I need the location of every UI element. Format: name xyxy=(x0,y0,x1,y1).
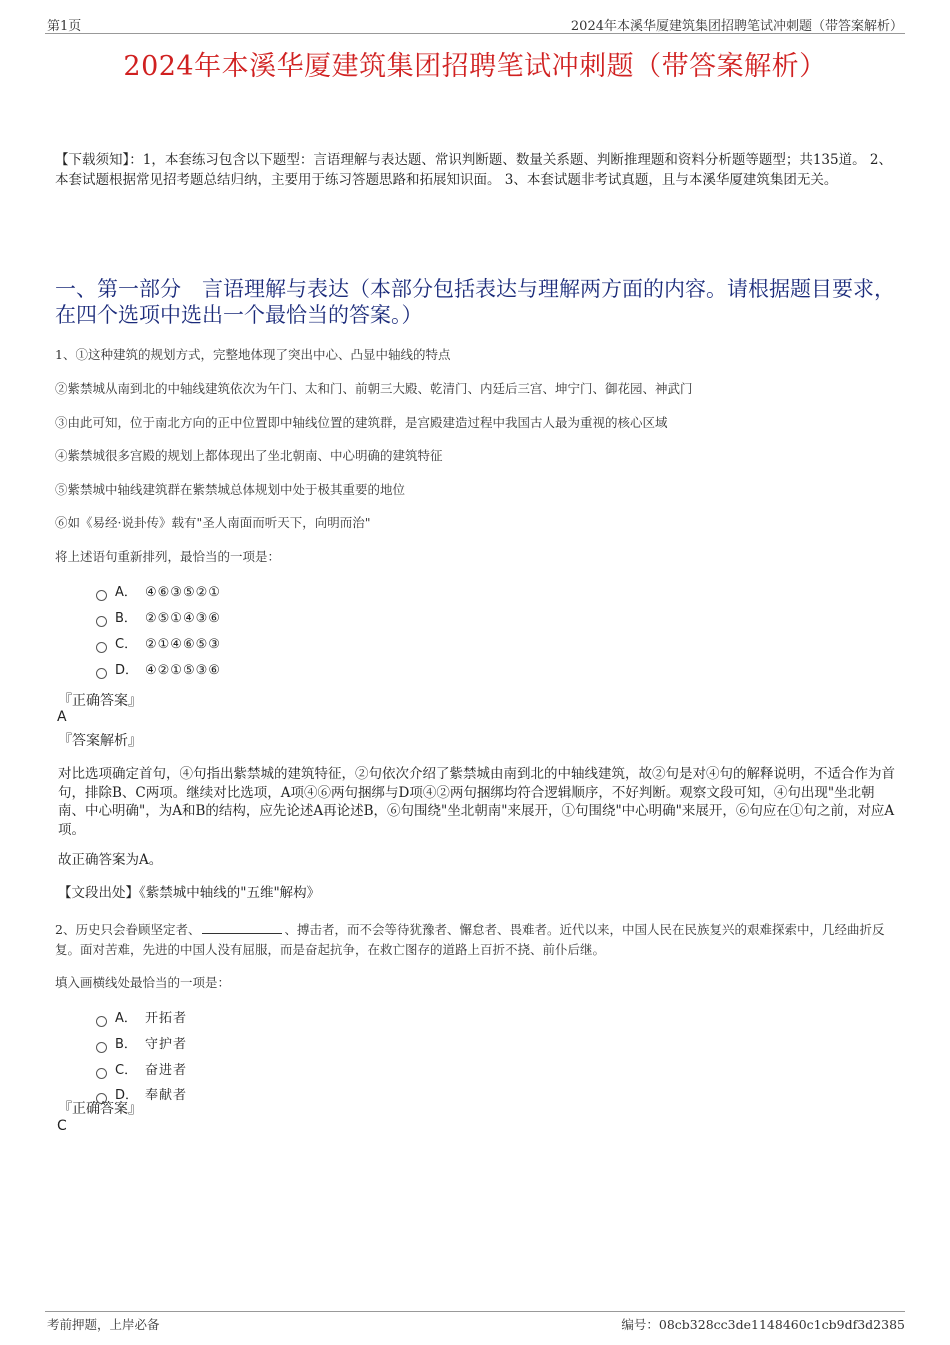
option-letter: D． xyxy=(115,663,139,678)
q1-line-6: ⑥如《易经·说卦传》载有"圣人南面而听天下，向明而治" xyxy=(55,515,371,530)
fill-blank xyxy=(202,921,282,934)
q1-answer: A xyxy=(57,709,67,725)
page-title: 2024年本溪华厦建筑集团招聘笔试冲刺题（带答案解析） xyxy=(123,51,827,82)
option-text: ②①④⑥⑤③ xyxy=(145,637,221,652)
option-letter: C． xyxy=(115,1063,138,1078)
footer-slogan: 考前押题，上岸必备 xyxy=(47,1317,160,1332)
q1-option-d[interactable] xyxy=(96,662,221,680)
download-notice: 【下载须知】：1，本套练习包含以下题型：言语理解与表达题、常识判断题、数量关系题、判断推理题和资料分析题等题型；共135道。 2、本套试题根据常见招考题总结归纳，主要用于练习答题思路和拓展知识面。 3、本套试题非考试真题，且与本溪华厦建筑集团无关。 xyxy=(55,152,892,188)
radio-icon[interactable] xyxy=(96,1016,107,1027)
radio-icon[interactable] xyxy=(96,642,107,653)
option-letter: B． xyxy=(115,611,137,626)
q1-option-a[interactable] xyxy=(96,584,221,602)
q1-answer-label: 『正确答案』 xyxy=(58,693,142,709)
header-divider xyxy=(45,33,905,34)
q1-option-c[interactable] xyxy=(96,636,221,654)
q1-analysis-label: 『答案解析』 xyxy=(58,733,142,749)
q2-answer-label: 『正确答案』 xyxy=(58,1101,142,1117)
q1-analysis: 对比选项确定首句，④句指出紫禁城的建筑特征，②句依次介绍了紫禁城由南到北的中轴线建筑，故②句是对④句的解释说明，不适合作为首句，排除B、C两项。继续对比选项，A项④⑥两句捆绑与D项④②两句捆绑均符合逻辑顺序，不好判断。观察文段可知，④句出现"坐北朝南、中心明确"，为A和B的结构，应先论述A再论述B，⑥句围绕"坐北朝南"来展开，①句围绕"中心明确"来展开，⑥句应在①句之前，对应A项。 xyxy=(58,766,895,838)
option-letter: B． xyxy=(115,1037,137,1052)
radio-icon[interactable] xyxy=(96,1042,107,1053)
radio-icon[interactable] xyxy=(96,1068,107,1079)
q1-line-5: ⑤紫禁城中轴线建筑群在紫禁城总体规划中处于极其重要的地位 xyxy=(55,482,406,497)
option-letter: C． xyxy=(115,637,138,652)
option-letter: D． xyxy=(115,1088,139,1103)
q2-stem xyxy=(55,920,900,960)
option-text: 奋进者 xyxy=(145,1063,188,1078)
q2-prompt: 填入画横线处最恰当的一项是： xyxy=(55,975,231,990)
option-text: 奉献者 xyxy=(145,1088,188,1103)
q2-option-b[interactable] xyxy=(96,1036,187,1054)
footer-divider xyxy=(45,1311,905,1312)
section-heading: 一、第一部分 言语理解与表达（本部分包括表达与理解两方面的内容。请根据题目要求，在四个选项中选出一个最恰当的答案。） xyxy=(55,277,895,327)
q1-source: 【文段出处】《紫禁城中轴线的"五维"解构》 xyxy=(58,885,321,901)
q1-line-2: ②紫禁城从南到北的中轴线建筑依次为午门、太和门、前朝三大殿、乾清门、内廷后三宫、坤宁门、御花园、神武门 xyxy=(55,381,693,396)
header-doc-title: 2024年本溪华厦建筑集团招聘笔试冲刺题（带答案解析） xyxy=(570,19,903,34)
q1-option-b[interactable] xyxy=(96,610,221,628)
q1-line-1: 1、①这种建筑的规划方式，完整地体现了突出中心、凸显中轴线的特点 xyxy=(55,347,451,362)
q1-line-3: ③由此可知，位于南北方向的正中位置即中轴线位置的建筑群，是宫殿建造过程中我国古人最为重视的核心区域 xyxy=(55,415,668,430)
q1-line-4: ④紫禁城很多宫殿的规划上都体现出了坐北朝南、中心明确的建筑特征 xyxy=(55,448,443,463)
option-text: ④⑥③⑤②① xyxy=(145,585,221,600)
radio-icon[interactable] xyxy=(96,590,107,601)
q1-conclusion: 故正确答案为A。 xyxy=(58,852,163,868)
q2-stem-part-1: 2、历史只会眷顾坚定者、 xyxy=(55,922,201,937)
header-page-number: 第1页 xyxy=(47,19,82,34)
option-letter: A． xyxy=(115,585,137,600)
radio-icon[interactable] xyxy=(96,616,107,627)
radio-icon[interactable] xyxy=(96,668,107,679)
q2-stem-part-2: 、搏击者，而不会等待犹豫者、懈怠者、畏难者。近代以来，中国人民在民族复兴的艰难探索中，几经曲折反复。面对苦难，先进的中国人没有屈服，而是奋起抗争，在救亡图存的道路上百折不挠、前仆后继。 xyxy=(55,922,885,957)
option-text: 守护者 xyxy=(145,1037,188,1052)
option-letter: A． xyxy=(115,1011,137,1026)
option-text: ②⑤①④③⑥ xyxy=(145,611,221,626)
q2-option-a[interactable] xyxy=(96,1010,187,1028)
q2-option-c[interactable] xyxy=(96,1062,187,1080)
option-text: 开拓者 xyxy=(145,1011,188,1026)
q2-answer: C xyxy=(57,1118,67,1134)
footer-serial-number: 编号：08cb328cc3de1148460c1cb9df3d2385 xyxy=(621,1317,905,1332)
q1-prompt: 将上述语句重新排列，最恰当的一项是： xyxy=(55,549,281,564)
option-text: ④②①⑤③⑥ xyxy=(145,663,221,678)
